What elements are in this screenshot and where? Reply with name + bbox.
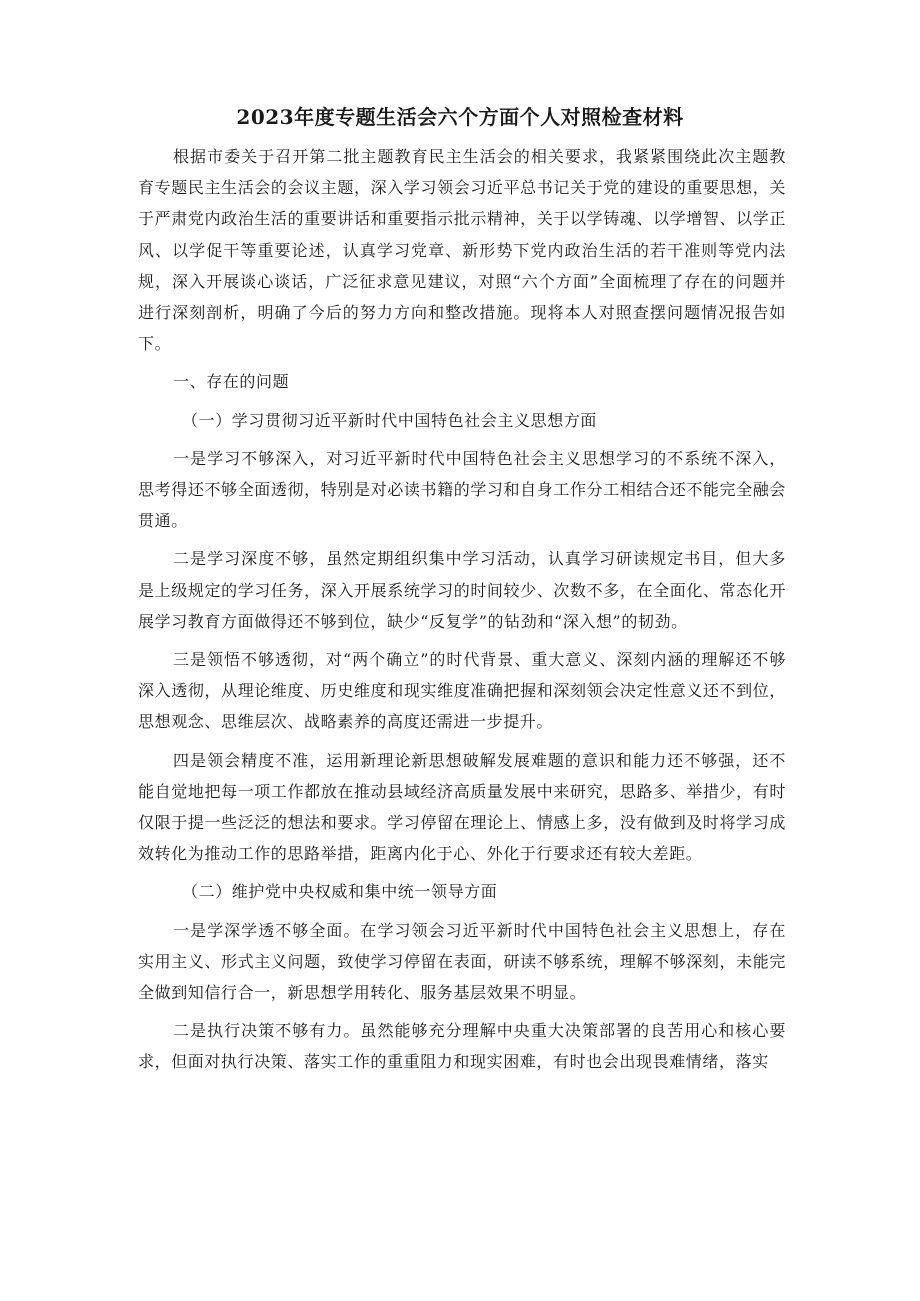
document-body: [138, 141, 786, 1078]
subsection-heading-study: （一）学习贯彻习近平新时代中国特色社会主义思想方面: [182, 410, 598, 430]
paragraph-authority-1: 一是学深学透不够全面。在学习领会习近平新时代中国特色社会主义思想上，存在实用主义、形式主义问题，致使学习停留在表面，研读不够系统，理解不够深刻，未能完全做到知信行合一，新思想学用转化、服务基层效果不明显。: [138, 920, 786, 1003]
paragraph-authority-2: 二是执行决策不够有力。虽然能够充分理解中央重大决策部署的良苦用心和核心要求，但面对执行决策、落实工作的重重阻力和现实困难，有时也会出现畏难情绪，落实: [138, 1021, 786, 1072]
paragraph-study-2: 二是学习深度不够，虽然定期组织集中学习活动，认真学习研读规定书目，但大多是上级规定的学习任务，深入开展系统学习的时间较少、次数不多，在全面化、常态化开展学习教育方面做得还不够到位，缺少“反复学”的钻劲和“深入想”的韧劲。: [138, 549, 786, 631]
intro-paragraph: 根据市委关于召开第二批主题教育民主生活会的相关要求，我紧紧围绕此次主题教育专题民主生活会的会议主题，深入学习领会习近平总书记关于党的建设的重要思想，关于严肃党内政治生活的重要讲话和重要指示批示精神，关于以学铸魂、以学增智、以学正风、以学促干等重要论述，认真学习党章、新形势下党内政治生活的若干准则等党内法规，深入开展谈心谈话，广泛征求意见建议，对照“六个方面”全面梳理了存在的问题并进行深刻剖析，明确了今后的努力方向和整改措施。现将本人对照查摆问题情况报告如下。: [138, 147, 786, 354]
paragraph-study-1: 一是学习不够深入，对习近平新时代中国特色社会主义思想学习的不系统不深入，思考得还不够全面透彻，特别是对必读书籍的学习和自身工作分工相结合还不能完全融会贯通。: [138, 448, 786, 531]
document-title: 2023年度专题生活会六个方面个人对照检查材料: [236, 105, 684, 129]
subsection-heading-authority: （二）维护党中央权威和集中统一领导方面: [182, 882, 498, 902]
paragraph-study-4: 四是领会精度不准，运用新理论新思想破解发展难题的意识和能力还不够强，还不能自觉地把每一项工作都放在推动县域经济高质量发展中来研究，思路多、举措少，有时仅限于提一些泛泛的想法和要求。学习停留在理论上、情感上多，没有做到及时将学习成效转化为推动工作的思路举措，距离内化于心、外化于行要求还有较大差距。: [138, 750, 786, 864]
section-heading-problems: 一、存在的问题: [173, 372, 290, 392]
paragraph-study-3: 三是领悟不够透彻，对“两个确立”的时代背景、重大意义、深刻内涵的理解还不够深入透彻，从理论维度、历史维度和现实维度准确把握和深刻领会决定性意义还不到位，思想观念、思维层次、战略素养的高度还需进一步提升。: [138, 650, 786, 732]
